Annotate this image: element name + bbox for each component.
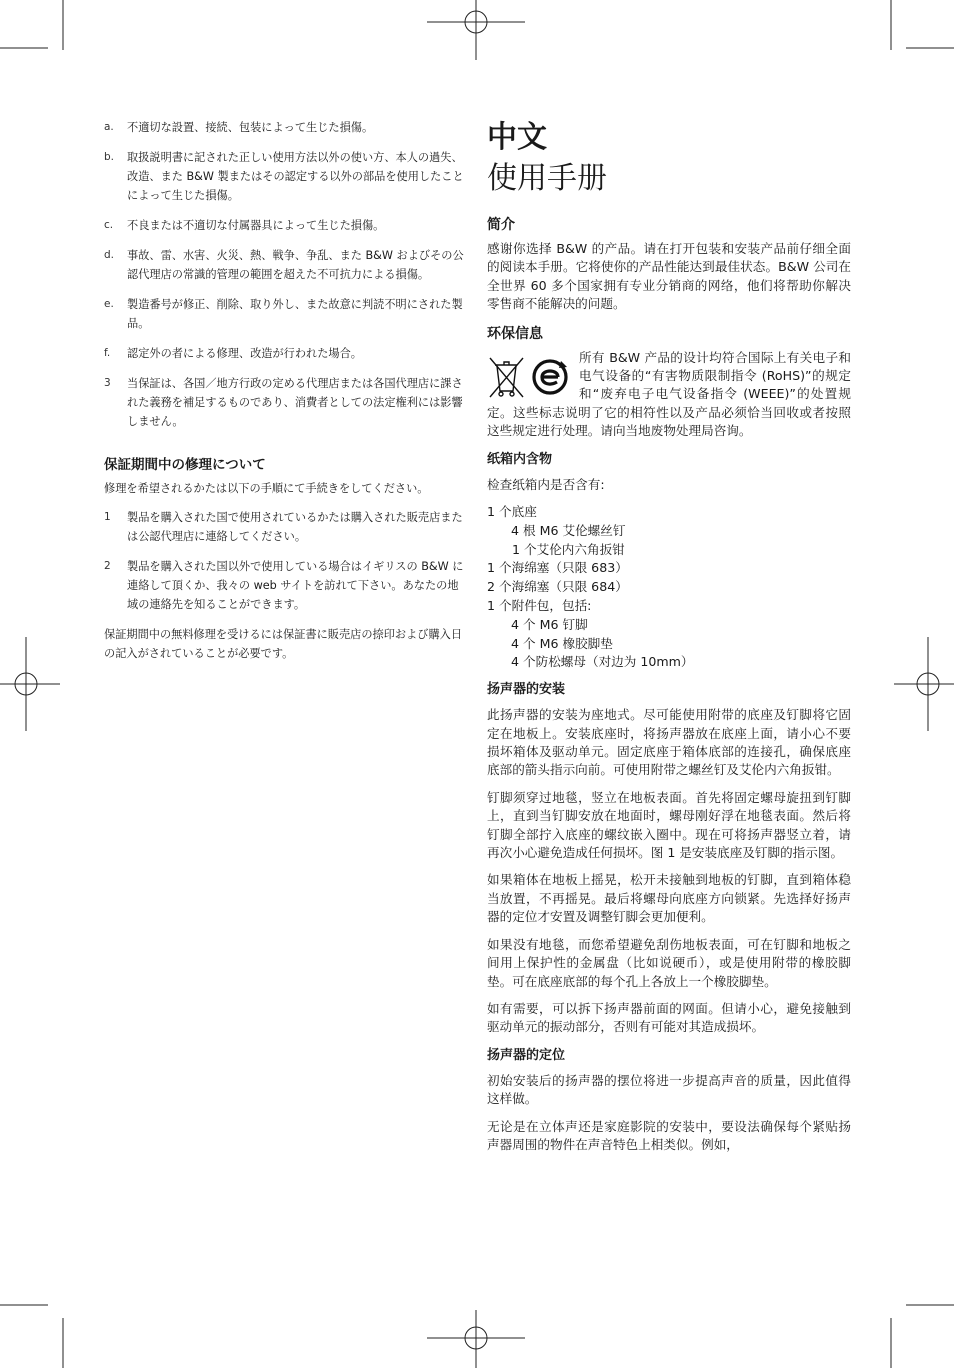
repair-steps-list xyxy=(104,508,468,614)
registration-mark-right xyxy=(894,637,954,731)
list-item: e. 製造番号が修正、削除、取り外し、また故意に判読不明にされた製品。 xyxy=(104,298,463,330)
installation-paragraph: 如果箱体在地板上摇晃，松开未接触到地板的钉脚，直到箱体稳当放置，不再摇晃。最后将螺母向底座方向锁紧。先选择好扬声器的定位才安置及调整钉脚会更加便利。 xyxy=(487,872,851,925)
installation-heading: 扬声器的安装 xyxy=(487,682,566,698)
list-item: c. 不良または不適切な付属器具によって生じた損傷。 xyxy=(104,219,385,232)
list-item: b. 取扱説明書に記された正しい使用方法以外の使い方、本人の過失、改造、また B&W 製またはその認定する以外の部品を使用したことによって生じた損傷。 xyxy=(104,151,464,202)
warranty-exclusions-list xyxy=(104,118,468,431)
list-item: a. 不適切な設置、接続、包装によって生じた損傷。 xyxy=(104,121,374,134)
list-item: f. 認定外の者による修理、改造が行われた場合。 xyxy=(104,347,362,360)
list-item: 4 个防松螺母（对边为 10mm） xyxy=(511,654,694,670)
japanese-column xyxy=(104,118,468,673)
registration-mark-bottom xyxy=(427,1310,525,1368)
chinese-column xyxy=(487,118,851,1163)
list-item: 1 製品を購入された国で使用されているかたは購入された販売店または公認代理店に連絡してください。 xyxy=(104,511,463,543)
list-item: d. 事故、雷、水害、火災、熱、戦争、争乱、また B&W およびその公認代理店の常識的管理の範囲を超えた不可抗力による損傷。 xyxy=(104,249,464,281)
repair-heading: 保証期間中の修理について xyxy=(104,457,266,473)
installation-paragraph: 如果没有地毯，而您希望避免刮伤地板表面，可在钉脚和地板之间用上保护性的金属盘（比如说硬币），或是使用附带的橡胶脚垫。可在底座底部的每个孔上各放上一个橡胶脚垫。 xyxy=(487,936,851,989)
list-item: 2 製品を購入された国以外で使用している場合はイギリスの B&W に連絡して頂くか、我々の web サイトを訪れて下さい。あなたの地域の連絡先を知ることができます。 xyxy=(104,560,464,611)
intro-heading: 简介 xyxy=(487,217,515,233)
list-item: 1 个海绵塞（只限 683） xyxy=(487,560,628,576)
language-title: 中文 xyxy=(487,120,547,155)
positioning-heading: 扬声器的定位 xyxy=(487,1047,566,1063)
list-item: 1 个附件包，包括: xyxy=(487,598,592,614)
repair-intro: 修理を希望されるかたは以下の手順にて手続きをしてください。 xyxy=(104,482,429,495)
list-item: 2 个海绵塞（只限 684） xyxy=(487,579,628,595)
installation-paragraph: 此扬声器的安装为座地式。尽可能使用附带的底座及钉脚将它固定在地板上。安装底座时，将扬声器放在底座上面，请小心不要损坏箱体及驱动单元。固定底座于箱体底部的连接孔，确保底座底部的箭头指示向前。可使用附带之螺丝钉及艾伦内六角扳钳。 xyxy=(487,707,851,778)
box-contents-heading: 纸箱内含物 xyxy=(487,451,553,467)
manual-title: 使用手册 xyxy=(487,161,607,196)
environment-icons xyxy=(487,353,575,399)
box-contents-list xyxy=(487,503,851,672)
recycle-e-icon xyxy=(534,361,567,393)
list-item: 4 个 M6 橡胶脚垫 xyxy=(511,635,613,651)
installation-paragraph: 如有需要，可以拆下扬声器前面的网面。但请小心，避免接触到驱动单元的振动部分，否则有可能对其造成损坏。 xyxy=(487,1000,851,1035)
list-item: 4 个 M6 钉脚 xyxy=(511,616,588,632)
intro-text: 感谢你选择 B&W 的产品。请在打开包装和安装产品前仔细全面的阅读本手册。它将使你的产品性能达到最佳状态。B&W 公司在全世界 60 多个国家拥有专业分销商的网络，他们将帮助你解决零售商不能解决的问题。 xyxy=(487,241,851,312)
box-contents-intro: 检查纸箱内是否含有: xyxy=(487,476,605,492)
environment-heading: 环保信息 xyxy=(487,325,543,342)
installation-paragraph: 钉脚须穿过地毯，竖立在地板表面。首先将固定螺母旋扭到钉脚上，直到当钉脚安放在地面时，螺母刚好浮在地毯表面。然后将钉脚全部拧入底座的螺纹嵌入圈中。现在可将扬声器竖立着，请再次小心避免造成任何损坏。图 1 是安装底座及钉脚的指示图。 xyxy=(487,789,851,861)
list-item: 1 个艾伦内六角扳钳 xyxy=(512,541,625,557)
repair-note: 保証期間中の無料修理を受けるには保証書に販売店の捺印および購入日の記入がされていることが必要です。 xyxy=(104,628,463,660)
registration-mark-left xyxy=(0,637,60,731)
list-item: 1 个底座 xyxy=(487,504,537,520)
registration-mark-top xyxy=(427,0,525,60)
environment-section xyxy=(487,349,851,441)
list-item: 3 当保証は、各国／地方行政の定める代理店または各国代理店に課された義務を補足するものであり、消費者としての法定権利には影響しません。 xyxy=(104,377,463,428)
positioning-paragraph: 初始安装后的扬声器的摆位将进一步提高声音的质量，因此值得这样做。 xyxy=(487,1072,851,1107)
positioning-paragraph: 无论是在立体声还是家庭影院的安装中，要设法确保每个紧贴扬声器周围的物件在声音特色上相类似。例如， xyxy=(487,1118,851,1152)
environment-text: 所有 B&W 产品的设计均符合国际上有关电子和电气设备的“有害物质限制指令 (RoHS)”的规定和“废弃电子电气设备指令 (WEEE)”的处置规定。这些标志说明了它的相符性以及产品必须恰当回收或者按照这些规定进行处理。请向当地废物处理局咨询。 xyxy=(487,349,851,439)
weee-crossed-bin-icon xyxy=(490,358,523,397)
list-item: 4 根 M6 艾伦螺丝钉 xyxy=(511,522,626,538)
